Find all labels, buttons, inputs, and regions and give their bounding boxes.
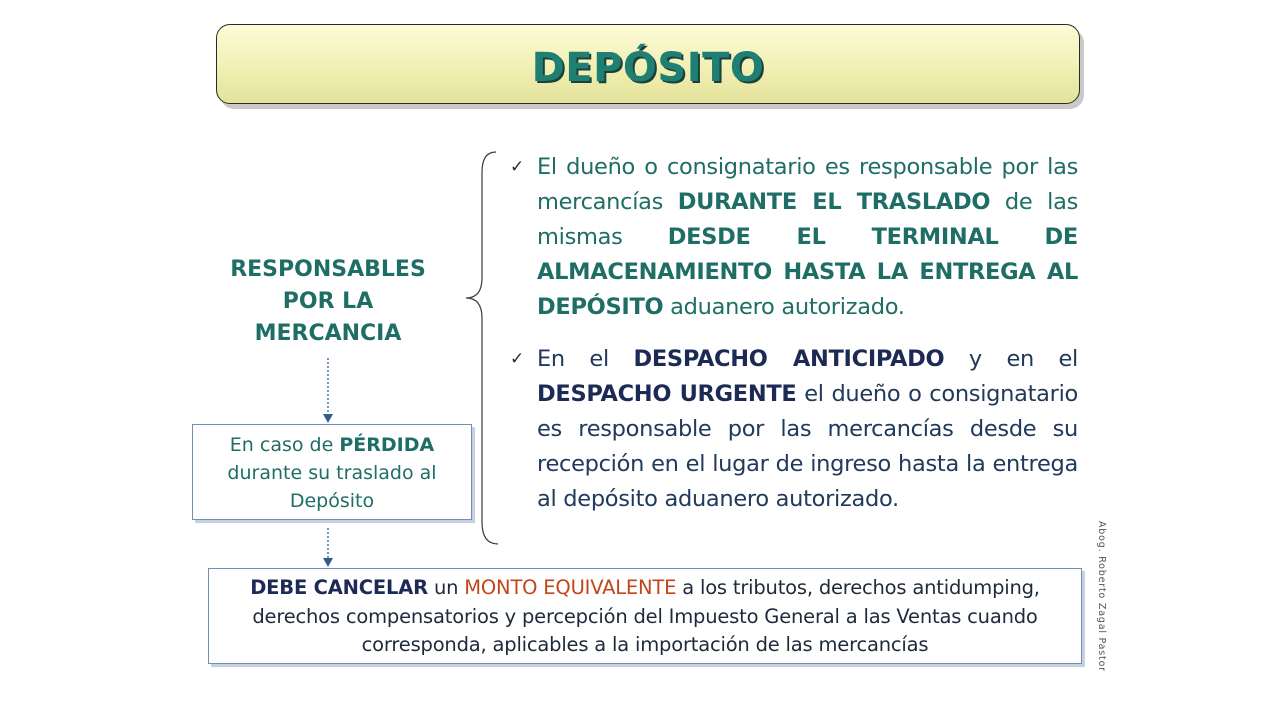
bullet-list bbox=[510, 150, 1078, 517]
bullet-despacho bbox=[510, 342, 1078, 517]
author-credit: Abog. Roberto Zagal Pastor bbox=[1096, 521, 1107, 672]
bullet2-bold-2: DESPACHO URGENTE bbox=[537, 381, 797, 407]
debe-text-2: a los tributos, derechos antidumping, derechos compensatorios y percepción del Impuesto General a las Ventas cuando corresponda, aplicables a la importación de las mercancías bbox=[252, 576, 1040, 656]
debe-text-1: un bbox=[427, 576, 465, 599]
bullet2-text-2: y en el bbox=[944, 346, 1079, 372]
responsables-label bbox=[212, 254, 444, 350]
bullet1-text-3: aduanero autorizado. bbox=[663, 294, 905, 320]
bullet-traslado bbox=[510, 150, 1078, 325]
responsables-line-1: RESPONSABLES bbox=[230, 257, 426, 282]
bullet1-bold-1: DURANTE EL TRASLADO bbox=[677, 189, 991, 215]
debe-cancelar-box bbox=[208, 568, 1082, 664]
check-icon: ✓ bbox=[510, 157, 524, 177]
arrow-down-icon bbox=[321, 358, 335, 424]
responsables-line-3: MERCANCIA bbox=[254, 321, 402, 346]
arrow-down-icon bbox=[321, 528, 335, 568]
bullet1-text-2: de las mismas bbox=[537, 189, 1078, 250]
bullet1-text-1: El dueño o consignatario es responsable por las mercancías bbox=[537, 154, 1078, 215]
bullet1-bold-2: DESDE EL TERMINAL DE ALMACENAMIENTO HASTA LA ENTREGA AL DEPÓSITO bbox=[537, 224, 1078, 320]
bullet2-bold-1: DESPACHO ANTICIPADO bbox=[633, 346, 945, 372]
perdida-bold: PÉRDIDA bbox=[339, 434, 435, 456]
bullet2-text-1: En el bbox=[537, 346, 634, 372]
perdida-text-1: En caso de bbox=[229, 434, 340, 456]
debe-bold: DEBE CANCELAR bbox=[250, 576, 428, 599]
title-banner bbox=[216, 24, 1080, 104]
debe-red-highlight: MONTO EQUIVALENTE bbox=[464, 576, 677, 599]
check-icon: ✓ bbox=[510, 349, 524, 369]
bullet2-text-3: el dueño o consignatario es responsable por las mercancías desde su recepción en el lugar de ingreso hasta la entrega al depósito aduanero autorizado. bbox=[537, 381, 1078, 512]
responsables-line-2: POR LA bbox=[282, 289, 374, 314]
perdida-box bbox=[192, 424, 472, 520]
perdida-text-2: durante su traslado al Depósito bbox=[227, 462, 437, 512]
page-title: DEPÓSITO bbox=[531, 45, 765, 91]
